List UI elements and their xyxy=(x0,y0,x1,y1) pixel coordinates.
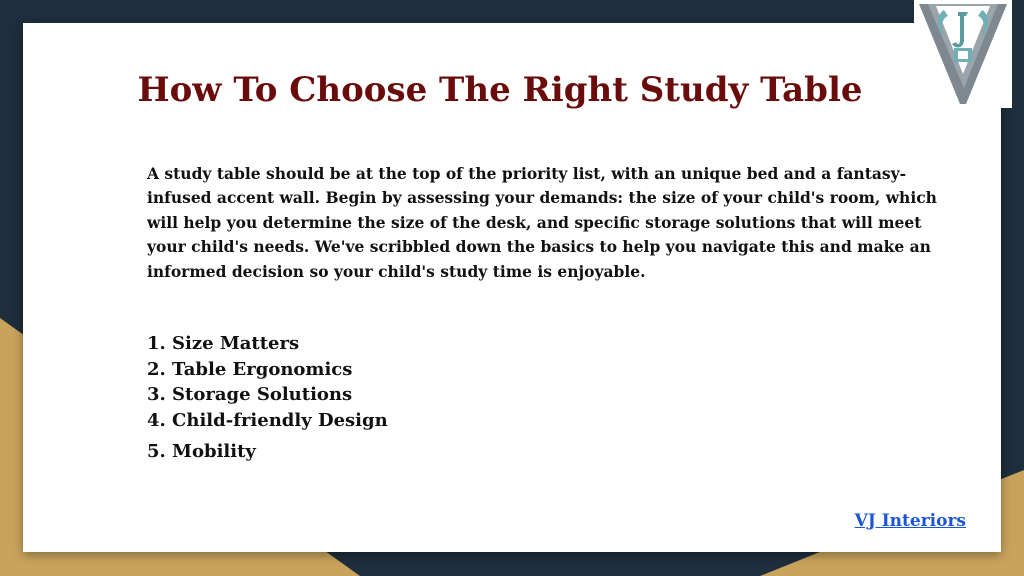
tips-list xyxy=(147,331,388,465)
vj-interiors-link[interactable]: VJ Interiors xyxy=(854,511,966,531)
list-item: 5. Mobility xyxy=(147,441,256,462)
list-item: 2. Table Ergonomics xyxy=(147,358,353,380)
slide-title: How To Choose The Right Study Table xyxy=(137,70,863,110)
list-item: 3. Storage Solutions xyxy=(147,384,353,405)
list-item: 4. Child-friendly Design xyxy=(147,409,388,431)
vj-logo xyxy=(914,0,1012,108)
intro-paragraph: A study table should be at the top of the priority list, with an unique bed and a fantasy-infused accent wall. Begin by assessing your demands: the size of your child's room, which will help you determine the size of the desk, and specific storage solutions that will meet your child's needs. We've scribbled down the basics to help you navigate this and make an informed decision so your child's study time is enjoyable. xyxy=(147,164,937,281)
vj-monogram-logo-icon xyxy=(914,0,1012,108)
list-item: 1. Size Matters xyxy=(147,333,300,354)
